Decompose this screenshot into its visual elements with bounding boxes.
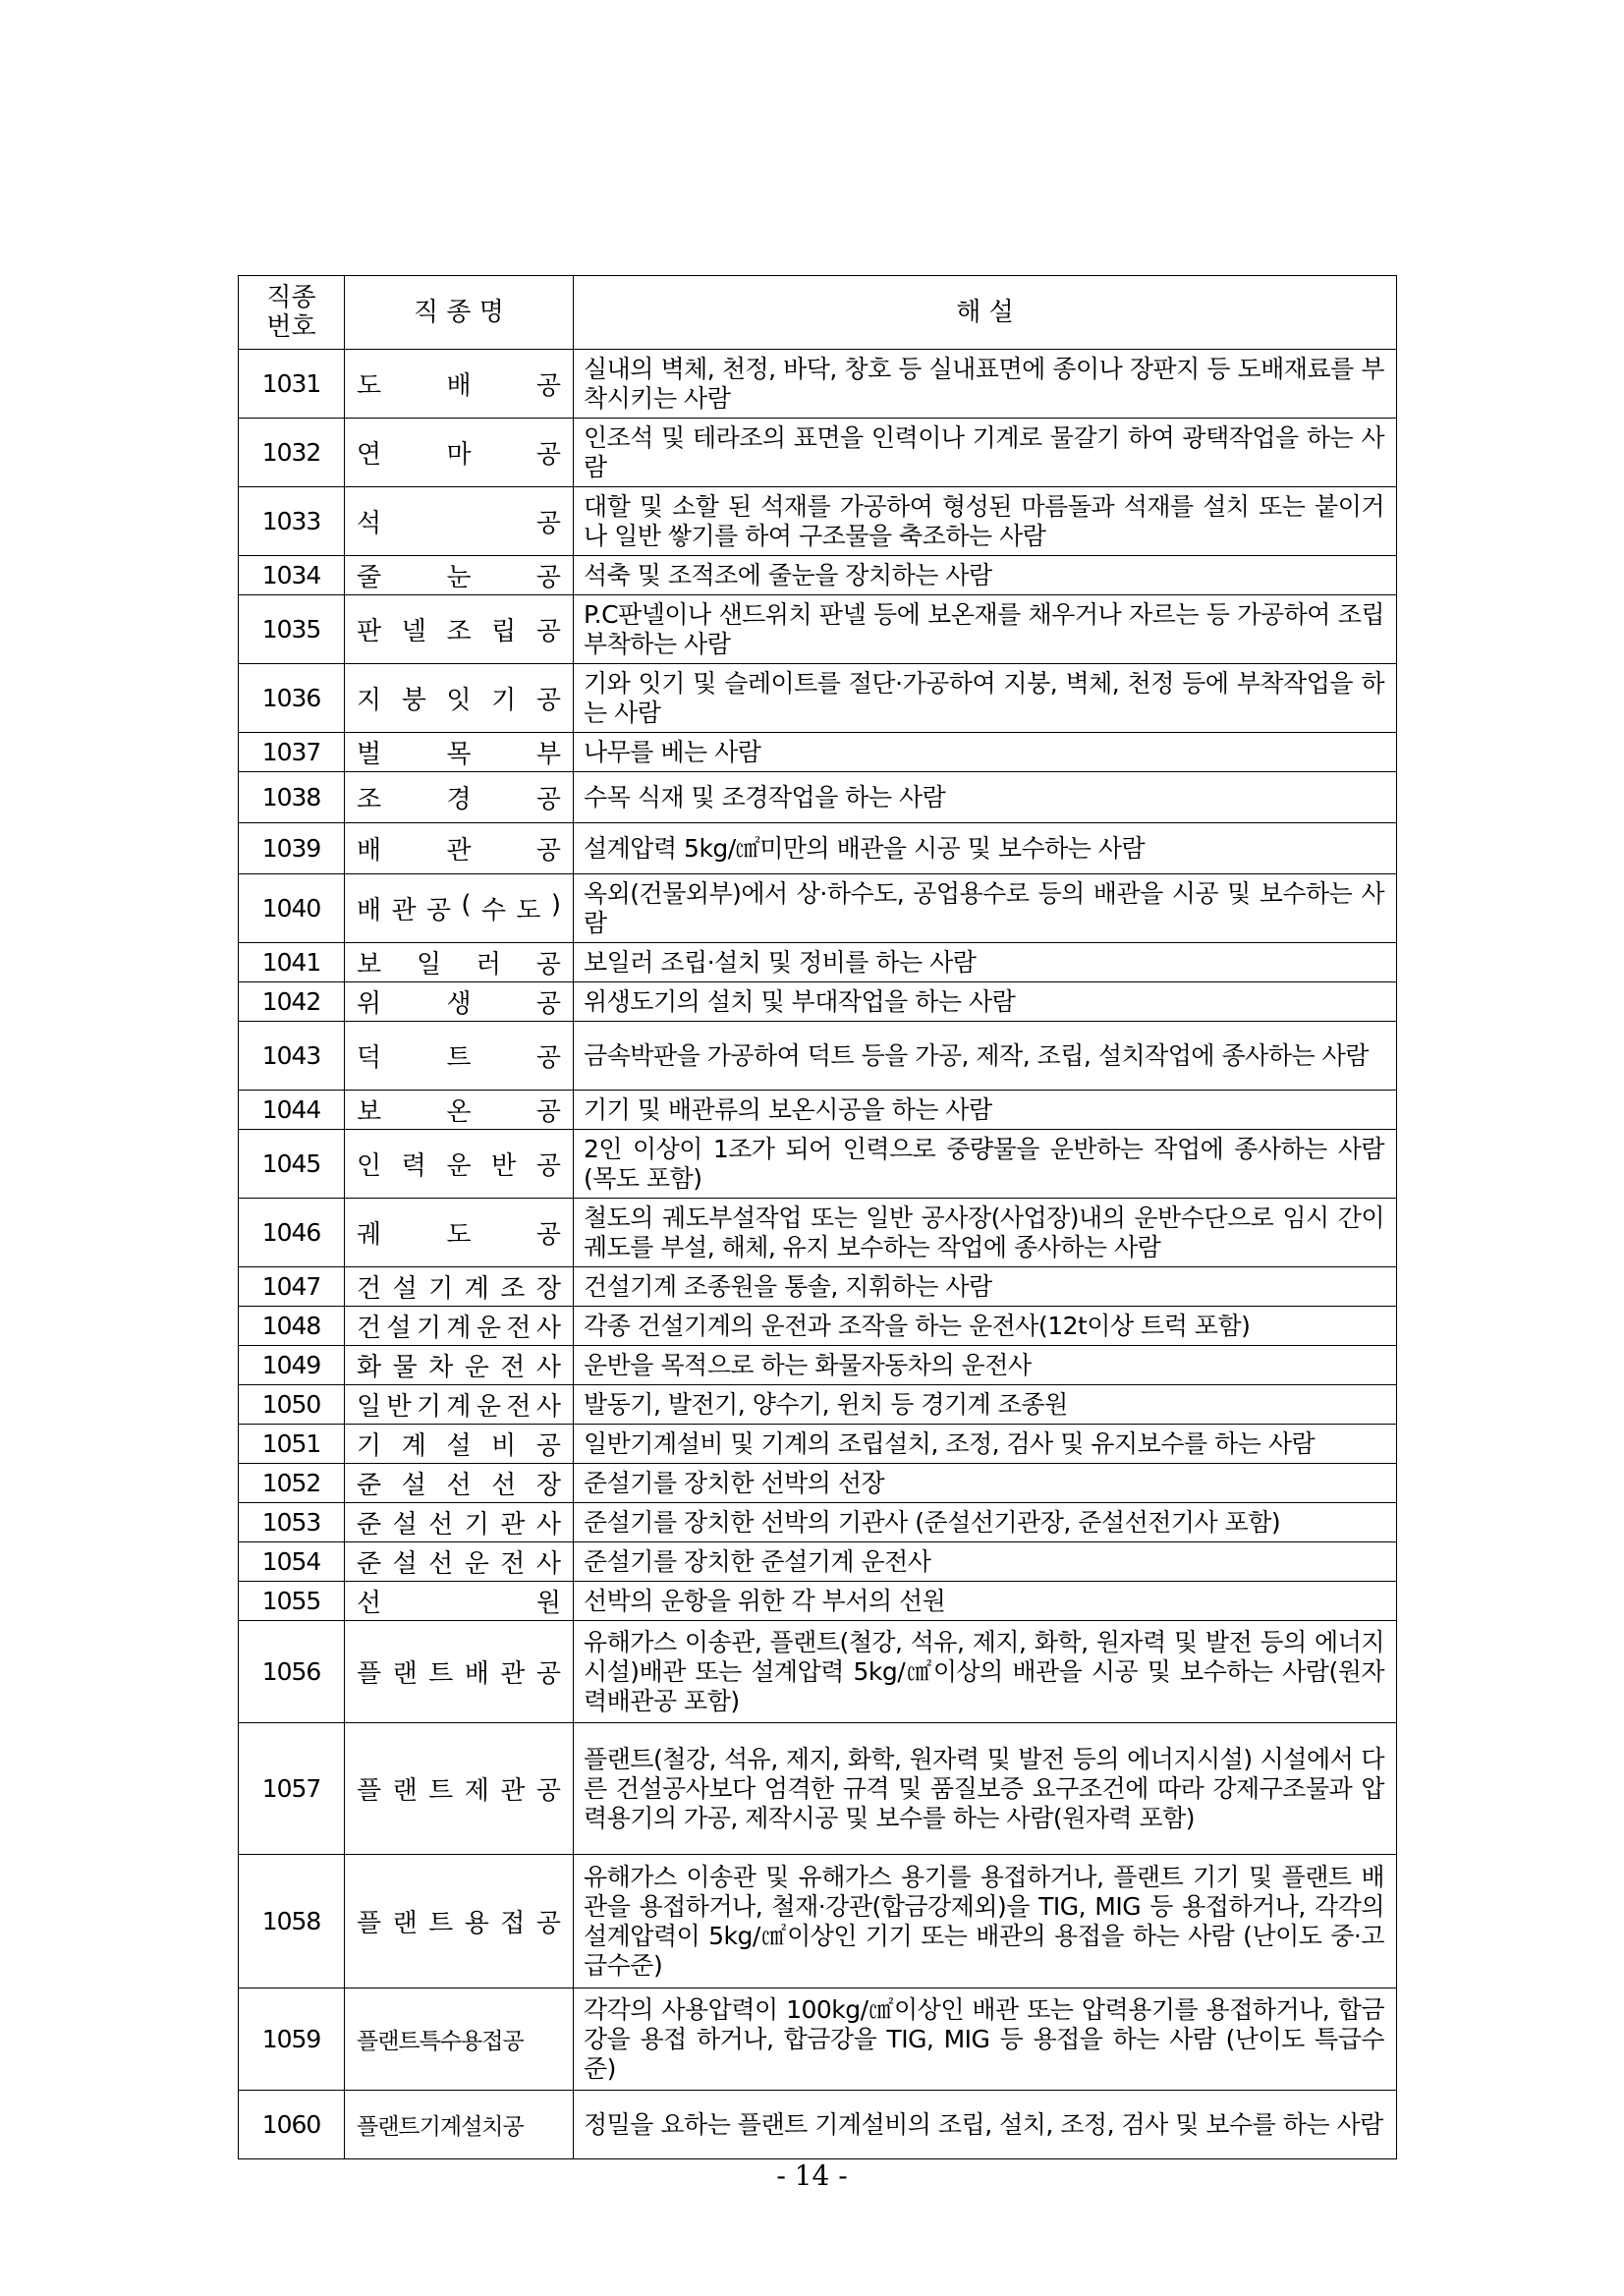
job-name-text: 건 설 기 계 조 장 <box>357 1274 561 1304</box>
job-name <box>345 823 574 874</box>
job-name-text: 배 관 공 ( 수 도 ) <box>357 890 561 925</box>
table-row <box>239 1723 1397 1855</box>
job-description: 인조석 및 테라조의 표면을 인력이나 기계로 물갈기 하여 광택작업을 하는 사람 <box>574 419 1397 487</box>
job-code: 1050 <box>239 1385 345 1425</box>
job-description: 건설기계 조종원을 통솔, 지휘하는 사람 <box>574 1267 1397 1307</box>
job-name-text: 플 랜 트 배 관 공 <box>357 1659 561 1689</box>
job-description: 유해가스 이송관 및 유해가스 용기를 용접하거나, 플랜트 기기 및 플랜트 배관을 용접하거나, 철재·강관(합금강제외)을 TIG, MIG 등 용접하거나, 각각의 설계압력이 5kg/㎠이상인 기기 또는 배관의 용접을 하는 사람 (난이도 중·고급수준) <box>574 1855 1397 1988</box>
job-name <box>345 419 574 487</box>
table-row <box>239 1503 1397 1542</box>
job-code: 1048 <box>239 1307 345 1346</box>
job-name <box>345 874 574 943</box>
job-name <box>345 1022 574 1091</box>
job-name <box>345 1855 574 1988</box>
job-code: 1058 <box>239 1855 345 1988</box>
job-name-text: 석 공 <box>357 509 561 538</box>
table-row <box>239 1542 1397 1582</box>
job-name <box>345 772 574 823</box>
job-name <box>345 556 574 595</box>
job-name <box>345 1464 574 1503</box>
job-name <box>345 1621 574 1723</box>
job-description: 대할 및 소할 된 석재를 가공하여 형성된 마름돌과 석재를 설치 또는 붙이거나 일반 쌓기를 하여 구조물을 축조하는 사람 <box>574 487 1397 556</box>
job-name-text: 위 생 공 <box>357 989 561 1019</box>
job-name <box>345 1723 574 1855</box>
job-name-text: 조 경 공 <box>357 785 561 814</box>
job-description: 금속박판을 가공하여 덕트 등을 가공, 제작, 조립, 설치작업에 종사하는 사람 <box>574 1022 1397 1091</box>
job-description: 선박의 운항을 위한 각 부서의 선원 <box>574 1582 1397 1621</box>
job-code: 1046 <box>239 1199 345 1267</box>
job-name <box>345 733 574 772</box>
job-name-text: 보 온 공 <box>357 1097 561 1127</box>
job-code: 1045 <box>239 1130 345 1199</box>
table-row <box>239 350 1397 419</box>
job-description: 준설기를 장치한 선박의 선장 <box>574 1464 1397 1503</box>
job-name-text: 화 물 차 운 전 사 <box>357 1353 561 1382</box>
table-row <box>239 1130 1397 1199</box>
job-name <box>345 595 574 664</box>
job-description: 설계압력 5kg/㎠미만의 배관을 시공 및 보수하는 사람 <box>574 823 1397 874</box>
job-name-text: 배 관 공 <box>357 836 561 866</box>
job-name <box>345 943 574 982</box>
table-row <box>239 1022 1397 1091</box>
job-name-text: 건 설 기 계 운 전 사 <box>357 1314 561 1343</box>
job-code: 1057 <box>239 1723 345 1855</box>
job-code: 1055 <box>239 1582 345 1621</box>
job-code: 1044 <box>239 1091 345 1130</box>
table-row <box>239 1385 1397 1425</box>
job-name-text: 인 력 운 반 공 <box>357 1151 561 1181</box>
job-description: 발동기, 발전기, 양수기, 윈치 등 경기계 조종원 <box>574 1385 1397 1425</box>
table-row <box>239 1199 1397 1267</box>
table-row <box>239 1307 1397 1346</box>
job-description: 일반기계설비 및 기계의 조립설치, 조정, 검사 및 유지보수를 하는 사람 <box>574 1425 1397 1464</box>
job-description: 실내의 벽체, 천정, 바닥, 창호 등 실내표면에 종이나 장판지 등 도배재료를 부착시키는 사람 <box>574 350 1397 419</box>
page-number: - 14 - <box>776 2159 848 2192</box>
job-name <box>345 1346 574 1385</box>
job-name <box>345 1267 574 1307</box>
job-description: 유해가스 이송관, 플랜트(철강, 석유, 제지, 화학, 원자력 및 발전 등의 에너지시설)배관 또는 설계압력 5kg/㎠이상의 배관을 시공 및 보수하는 사람(원자력배관공 포함) <box>574 1621 1397 1723</box>
job-name <box>345 1425 574 1464</box>
job-code: 1034 <box>239 556 345 595</box>
table-row <box>239 1855 1397 1988</box>
job-description: 2인 이상이 1조가 되어 인력으로 중량물을 운반하는 작업에 종사하는 사람(목도 포함) <box>574 1130 1397 1199</box>
job-code: 1033 <box>239 487 345 556</box>
job-name-text: 일 반 기 계 운 전 사 <box>357 1392 561 1422</box>
header-description: 해 설 <box>574 276 1397 350</box>
job-name-text: 보 일 러 공 <box>357 950 561 980</box>
header-name: 직 종 명 <box>345 276 574 350</box>
job-name-text: 준 설 선 운 전 사 <box>357 1549 561 1579</box>
table-row <box>239 823 1397 874</box>
table-header-row <box>239 276 1397 350</box>
job-code: 1032 <box>239 419 345 487</box>
table-row <box>239 1621 1397 1723</box>
job-code: 1049 <box>239 1346 345 1385</box>
table-row <box>239 943 1397 982</box>
job-description: 기와 잇기 및 슬레이트를 절단·가공하여 지붕, 벽체, 천정 등에 부착작업을 하는 사람 <box>574 664 1397 733</box>
job-name <box>345 1385 574 1425</box>
job-name-text: 지 붕 잇 기 공 <box>357 686 561 715</box>
job-name <box>345 1091 574 1130</box>
job-name-text: 플 랜 트 용 접 공 <box>357 1909 561 1938</box>
job-name <box>345 487 574 556</box>
job-description: 정밀을 요하는 플랜트 기계설비의 조립, 설치, 조정, 검사 및 보수를 하는 사람 <box>574 2091 1397 2159</box>
table-row <box>239 1582 1397 1621</box>
job-name-text: 도 배 공 <box>357 371 561 401</box>
job-name-text: 플 랜 트 제 관 공 <box>357 1776 561 1806</box>
table-body <box>239 350 1397 2159</box>
job-name <box>345 1988 574 2091</box>
job-description: 각종 건설기계의 운전과 조작을 하는 운전사(12t이상 트럭 포함) <box>574 1307 1397 1346</box>
job-code: 1036 <box>239 664 345 733</box>
job-code: 1039 <box>239 823 345 874</box>
job-description: 철도의 궤도부설작업 또는 일반 공사장(사업장)내의 운반수단으로 임시 간이궤도를 부설, 해체, 유지 보수하는 작업에 종사하는 사람 <box>574 1199 1397 1267</box>
job-name-text: 기 계 설 비 공 <box>357 1431 561 1461</box>
job-name <box>345 1582 574 1621</box>
job-description: 운반을 목적으로 하는 화물자동차의 운전사 <box>574 1346 1397 1385</box>
job-code: 1035 <box>239 595 345 664</box>
table-row <box>239 595 1397 664</box>
job-code: 1040 <box>239 874 345 943</box>
job-description: 기기 및 배관류의 보온시공을 하는 사람 <box>574 1091 1397 1130</box>
job-code: 1047 <box>239 1267 345 1307</box>
job-name <box>345 1307 574 1346</box>
job-name-text: 연 마 공 <box>357 440 561 470</box>
job-description: 각각의 사용압력이 100kg/㎠이상인 배관 또는 압력용기를 용접하거나, 합금강을 용접 하거나, 합금강을 TIG, MIG 등 용접을 하는 사람 (난이도 특급수준) <box>574 1988 1397 2091</box>
job-name <box>345 2091 574 2159</box>
table-row <box>239 664 1397 733</box>
job-name <box>345 1199 574 1267</box>
job-description: 준설기를 장치한 선박의 기관사 (준설선기관장, 준설선전기사 포함) <box>574 1503 1397 1542</box>
job-name <box>345 664 574 733</box>
table-row <box>239 1425 1397 1464</box>
job-description: 준설기를 장치한 준설기계 운전사 <box>574 1542 1397 1582</box>
job-code: 1059 <box>239 1988 345 2091</box>
table-row <box>239 487 1397 556</box>
job-name-text: 준 설 선 기 관 사 <box>357 1510 561 1540</box>
job-description: 나무를 베는 사람 <box>574 733 1397 772</box>
job-code: 1037 <box>239 733 345 772</box>
table-row <box>239 1267 1397 1307</box>
job-code: 1051 <box>239 1425 345 1464</box>
table-row <box>239 1988 1397 2091</box>
job-description: 보일러 조립·설치 및 정비를 하는 사람 <box>574 943 1397 982</box>
header-code: 직종 번호 <box>239 276 345 350</box>
table-row <box>239 1464 1397 1503</box>
job-name <box>345 1130 574 1199</box>
table-row <box>239 874 1397 943</box>
job-code: 1043 <box>239 1022 345 1091</box>
job-description: 옥외(건물외부)에서 상·하수도, 공업용수로 등의 배관을 시공 및 보수하는 사람 <box>574 874 1397 943</box>
job-description: 석축 및 조적조에 줄눈을 장치하는 사람 <box>574 556 1397 595</box>
job-code: 1038 <box>239 772 345 823</box>
job-name-text: 궤 도 공 <box>357 1220 561 1250</box>
table-row <box>239 1346 1397 1385</box>
job-code: 1052 <box>239 1464 345 1503</box>
job-name-text: 준 설 선 선 장 <box>357 1471 561 1500</box>
job-name <box>345 1503 574 1542</box>
job-code: 1060 <box>239 2091 345 2159</box>
job-code: 1042 <box>239 982 345 1022</box>
job-description: 수목 식재 및 조경작업을 하는 사람 <box>574 772 1397 823</box>
table-row <box>239 982 1397 1022</box>
job-description: P.C판넬이나 샌드위치 판넬 등에 보온재를 채우거나 자르는 등 가공하여 조립 부착하는 사람 <box>574 595 1397 664</box>
job-name-text: 덕 트 공 <box>357 1043 561 1073</box>
table-row <box>239 419 1397 487</box>
job-description: 위생도기의 설치 및 부대작업을 하는 사람 <box>574 982 1397 1022</box>
job-name-text: 선 원 <box>357 1589 561 1618</box>
job-code: 1056 <box>239 1621 345 1723</box>
job-name-text: 판 넬 조 립 공 <box>357 617 561 646</box>
job-name <box>345 350 574 419</box>
job-name <box>345 1542 574 1582</box>
job-name-text: 플랜트특수용접공 <box>357 2029 524 2054</box>
job-name <box>345 982 574 1022</box>
table-row <box>239 733 1397 772</box>
job-name-text: 플랜트기계설치공 <box>357 2114 524 2140</box>
job-type-table <box>238 275 1397 2159</box>
table-row <box>239 772 1397 823</box>
job-name-text: 벌 목 부 <box>357 740 561 769</box>
table-row <box>239 556 1397 595</box>
table-row <box>239 1091 1397 1130</box>
job-code: 1031 <box>239 350 345 419</box>
job-description: 플랜트(철강, 석유, 제지, 화학, 원자력 및 발전 등의 에너지시설) 시설에서 다른 건설공사보다 엄격한 규격 및 품질보증 요구조건에 따라 강제구조물과 압력용기의 가공, 제작시공 및 보수를 하는 사람(원자력 포함) <box>574 1723 1397 1855</box>
job-name-text: 줄 눈 공 <box>357 563 561 592</box>
job-code: 1053 <box>239 1503 345 1542</box>
job-code: 1041 <box>239 943 345 982</box>
table-row <box>239 2091 1397 2159</box>
job-code: 1054 <box>239 1542 345 1582</box>
